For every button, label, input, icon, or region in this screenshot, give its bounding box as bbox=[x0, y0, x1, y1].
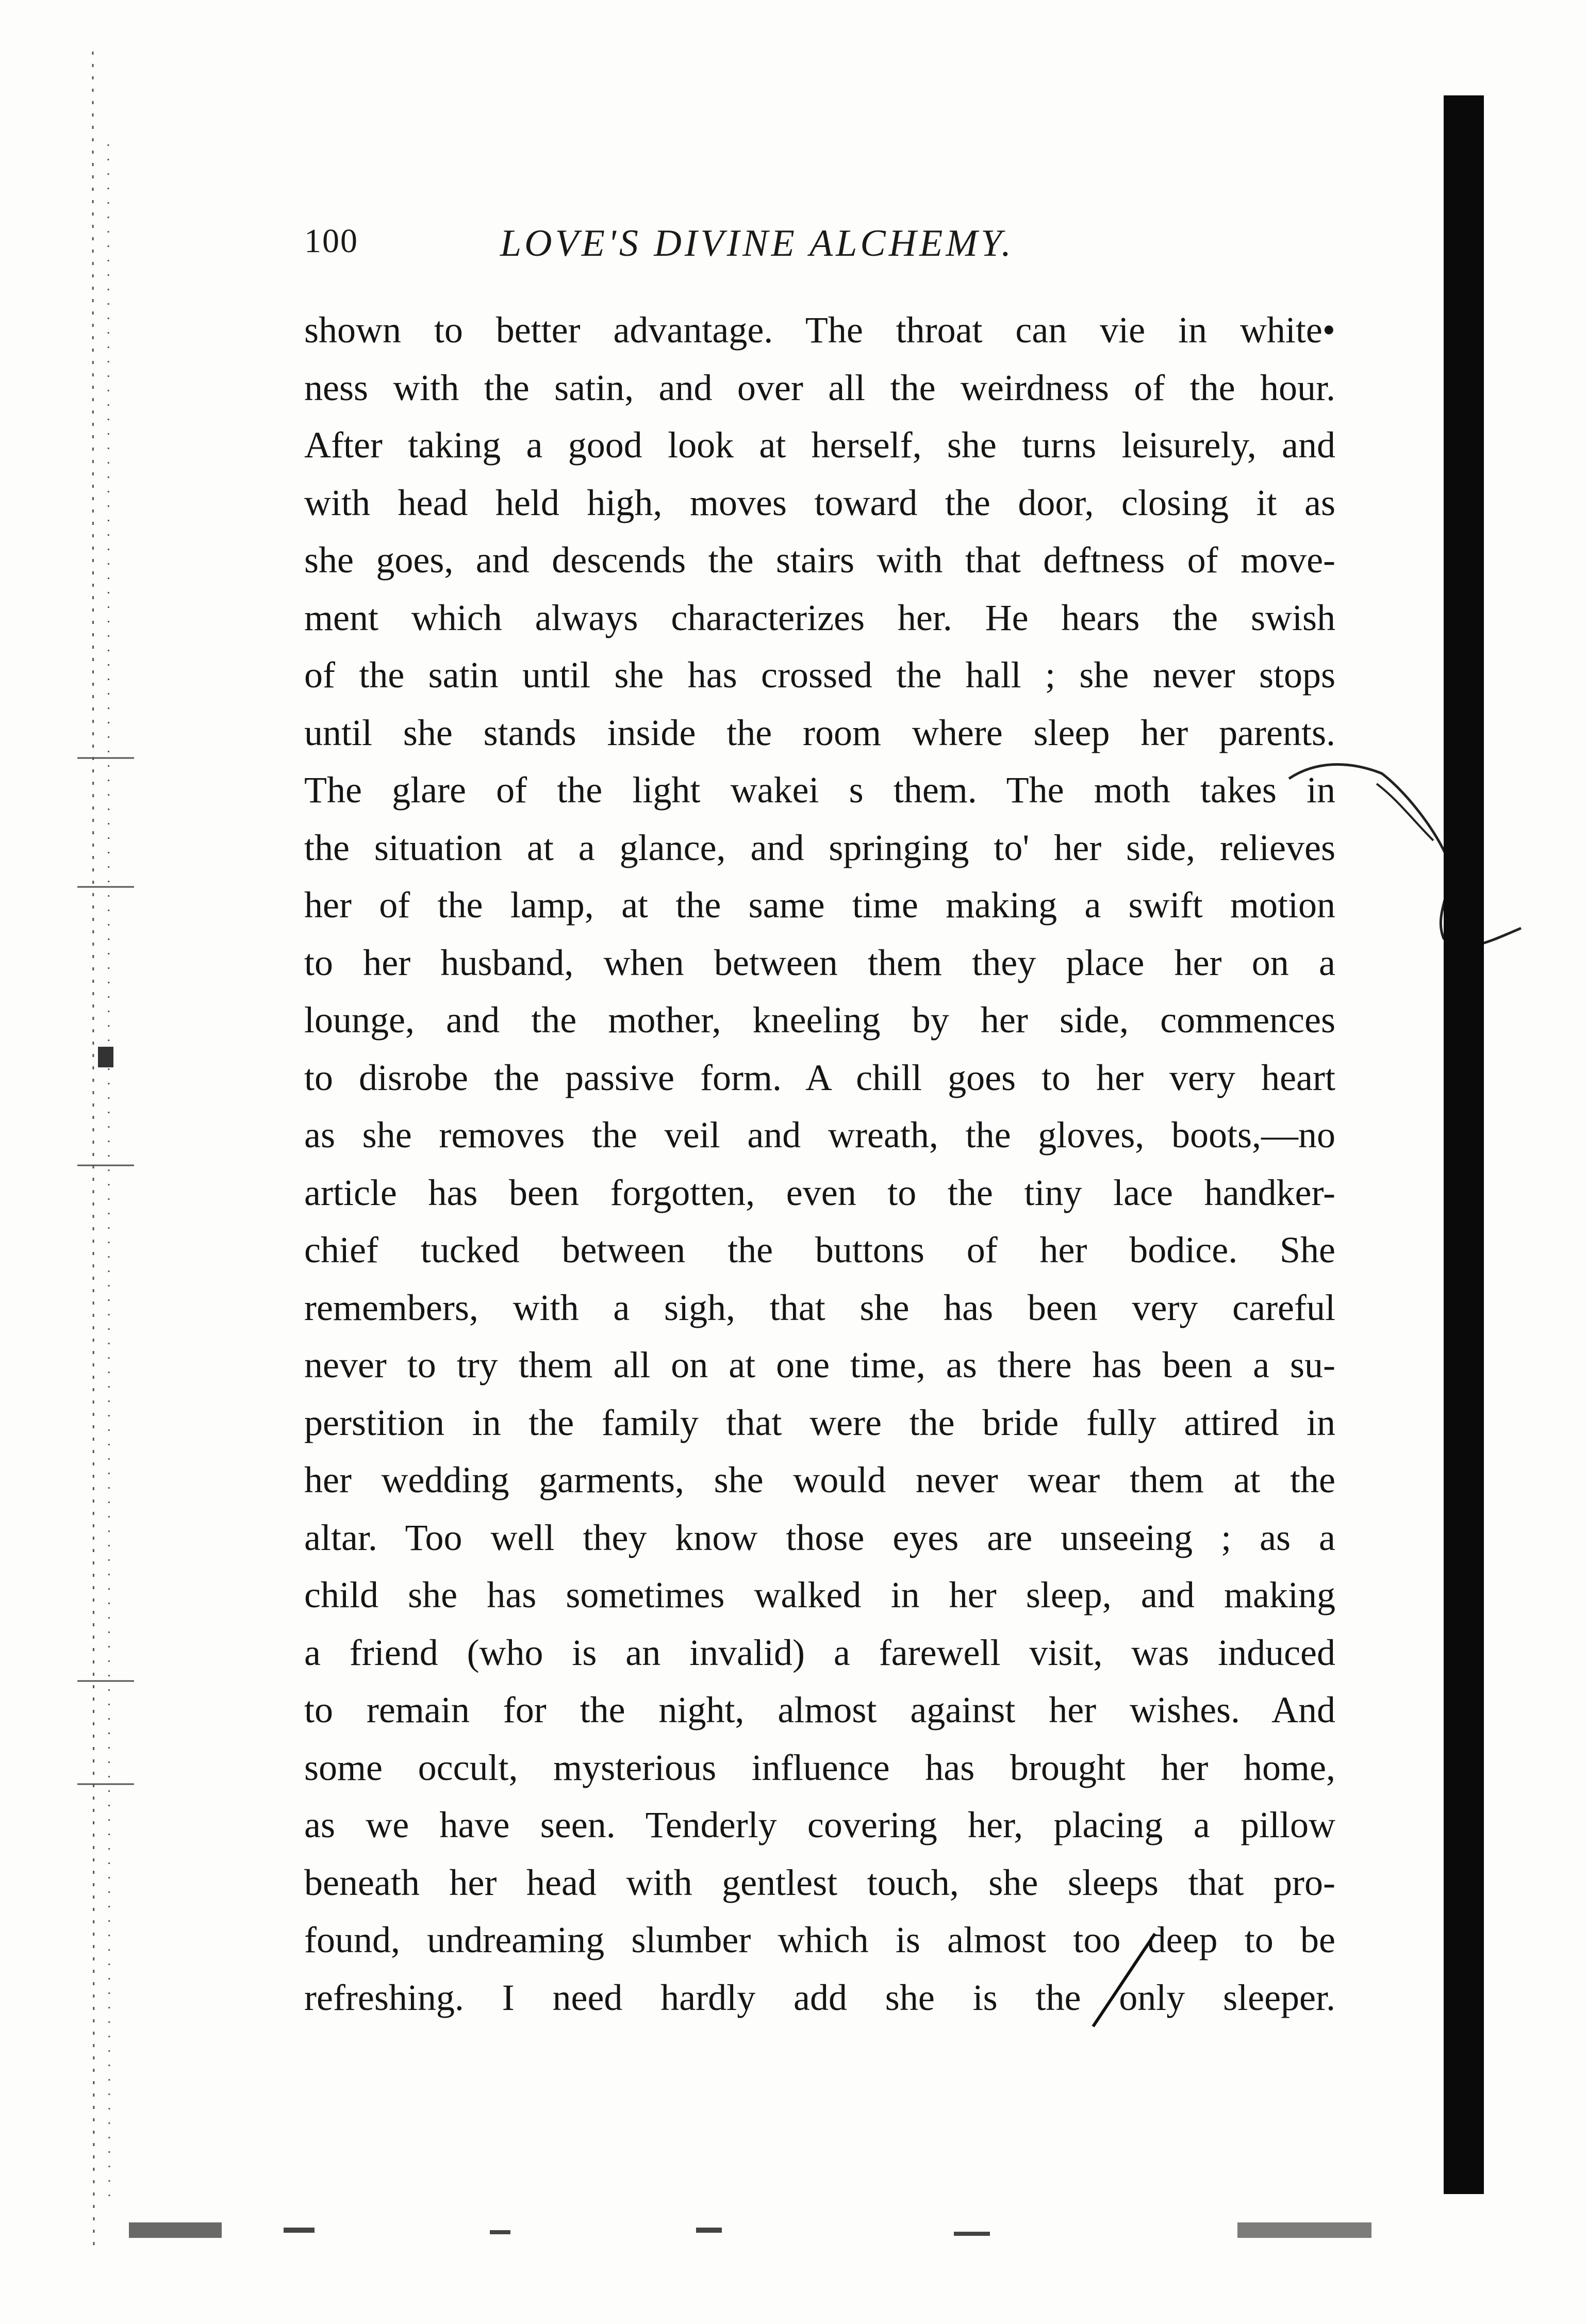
text-line: as we have seen. Tenderly covering her, placing a pillow bbox=[304, 1804, 1335, 1845]
scan-edge-bar bbox=[1444, 95, 1484, 2194]
text-line: shown to better advantage. The throat can vie in white• bbox=[304, 309, 1335, 351]
text-line: her of the lamp, at the same time making a swift motion bbox=[304, 884, 1335, 926]
text-line: some occult, mysterious influence has brought her home, bbox=[304, 1746, 1335, 1788]
text-line: her wedding garments, she would never wear them at the bbox=[304, 1459, 1335, 1501]
pen-scribble-mark bbox=[1279, 758, 1567, 1026]
running-title: LOVE'S DIVINE ALCHEMY. bbox=[500, 222, 1014, 265]
text-line: After taking a good look at herself, she turns leisurely, and bbox=[304, 424, 1335, 466]
text-line: a friend (who is an invalid) a farewell visit, was induced bbox=[304, 1631, 1335, 1673]
scan-bottom-noise bbox=[129, 2191, 1469, 2253]
text-line: child she has sometimes walked in her sleep, and making bbox=[304, 1574, 1335, 1616]
binding-edge-noise bbox=[77, 41, 139, 2259]
text-line: found, undreaming slumber which is almost too deep to be bbox=[304, 1919, 1335, 1960]
text-line: The glare of the light wakei s them. The moth takes in bbox=[304, 769, 1335, 811]
text-line: she goes, and descends the stairs with that deftness of move- bbox=[304, 539, 1335, 581]
text-line: with head held high, moves toward the door, closing it as bbox=[304, 482, 1335, 523]
text-line: chief tucked between the buttons of her bodice. She bbox=[304, 1229, 1335, 1271]
text-line: article has been forgotten, even to the tiny lace handker- bbox=[304, 1172, 1335, 1213]
text-line: to remain for the night, almost against her wishes. And bbox=[304, 1689, 1335, 1730]
text-line: to her husband, when between them they place her on a bbox=[304, 942, 1335, 983]
text-line: until she stands inside the room where sleep her parents. bbox=[304, 712, 1335, 753]
text-line: lounge, and the mother, kneeling by her side, commences bbox=[304, 999, 1335, 1041]
page-header bbox=[304, 222, 1335, 278]
text-line: remembers, with a sigh, that she has been very careful bbox=[304, 1287, 1335, 1328]
text-line: the situation at a glance, and springing to' her side, relieves bbox=[304, 827, 1335, 868]
text-line: as she removes the veil and wreath, the gloves, boots,—no bbox=[304, 1114, 1335, 1156]
text-line: to disrobe the passive form. A chill goes to her very heart bbox=[304, 1057, 1335, 1098]
text-line: altar. Too well they know those eyes are unseeing ; as a bbox=[304, 1517, 1335, 1558]
text-line: beneath her head with gentlest touch, she sleeps that pro- bbox=[304, 1861, 1335, 1903]
body-text bbox=[304, 302, 1335, 2026]
text-line: refreshing. I need hardly add she is the only sleeper. bbox=[304, 1976, 1335, 2018]
text-line: of the satin until she has crossed the hall ; she never stops bbox=[304, 654, 1335, 696]
text-line: perstition in the family that were the bride fully attired in bbox=[304, 1402, 1335, 1443]
pen-stroke-mark bbox=[1083, 1929, 1165, 2032]
page-number: 100 bbox=[304, 222, 358, 260]
text-line: ness with the satin, and over all the weirdness of the hour. bbox=[304, 367, 1335, 408]
text-line: ment which always characterizes her. He hears the swish bbox=[304, 597, 1335, 638]
text-line: never to try them all on at one time, as there has been a su- bbox=[304, 1344, 1335, 1386]
